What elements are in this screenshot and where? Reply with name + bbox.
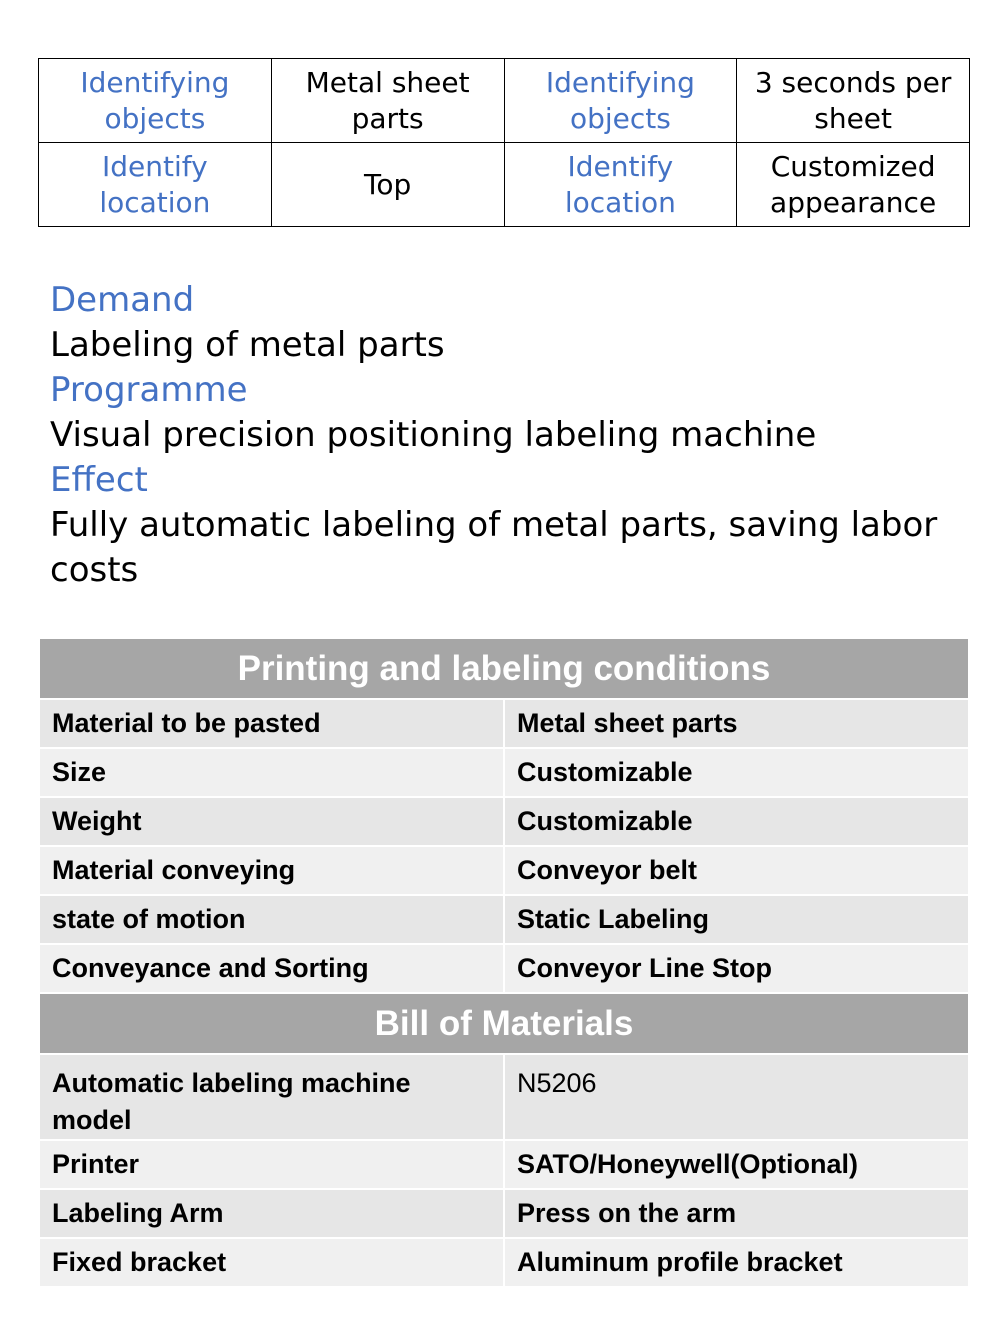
spec-label: Labeling Arm [39, 1189, 504, 1238]
spec-value: Customizable [504, 748, 969, 797]
table-row [39, 143, 970, 227]
spec-value: Static Labeling [504, 895, 969, 944]
table-row [39, 1238, 969, 1287]
label-cell: Identify location [39, 143, 272, 227]
value-cell: Customized appearance [737, 143, 970, 227]
value-cell: Top [271, 143, 504, 227]
spec-label: Automatic labeling machine model [39, 1054, 504, 1140]
spec-value: SATO/Honeywell(Optional) [504, 1140, 969, 1189]
label-cell: Identifying objects [39, 59, 272, 143]
spec-label: Fixed bracket [39, 1238, 504, 1287]
spec-label: state of motion [39, 895, 504, 944]
spec-label: Material conveying [39, 846, 504, 895]
identification-table [38, 58, 970, 227]
value-cell: 3 seconds per sheet [737, 59, 970, 143]
spec-value: Customizable [504, 797, 969, 846]
conditions-header-row [39, 638, 969, 699]
spec-value: N5206 [504, 1054, 969, 1140]
table-row [39, 748, 969, 797]
effect-heading: Effect [50, 460, 148, 500]
table-row [39, 895, 969, 944]
spec-value: Metal sheet parts [504, 699, 969, 748]
description-block [50, 278, 950, 593]
conditions-title: Printing and labeling conditions [39, 638, 969, 699]
demand-text: Labeling of metal parts [50, 325, 445, 365]
label-cell: Identify location [504, 143, 737, 227]
spec-label: Conveyance and Sorting [39, 944, 504, 993]
spec-label: Weight [39, 797, 504, 846]
demand-heading: Demand [50, 280, 195, 320]
table-row [39, 59, 970, 143]
spec-value: Conveyor Line Stop [504, 944, 969, 993]
table-row [39, 797, 969, 846]
value-cell: Metal sheet parts [271, 59, 504, 143]
label-cell: Identifying objects [504, 59, 737, 143]
spec-label: Size [39, 748, 504, 797]
table-row [39, 944, 969, 993]
bom-header-row [39, 993, 969, 1054]
spec-table [38, 637, 970, 1288]
table-row [39, 1054, 969, 1140]
programme-text: Visual precision positioning labeling machine [50, 415, 817, 455]
table-row [39, 1140, 969, 1189]
spec-value: Conveyor belt [504, 846, 969, 895]
spec-label: Printer [39, 1140, 504, 1189]
spec-label: Material to be pasted [39, 699, 504, 748]
spec-value: Aluminum profile bracket [504, 1238, 969, 1287]
spec-value: Press on the arm [504, 1189, 969, 1238]
table-row [39, 846, 969, 895]
table-row [39, 1189, 969, 1238]
effect-text: Fully automatic labeling of metal parts, saving labor costs [50, 505, 938, 590]
bom-title: Bill of Materials [39, 993, 969, 1054]
programme-heading: Programme [50, 370, 248, 410]
table-row [39, 699, 969, 748]
